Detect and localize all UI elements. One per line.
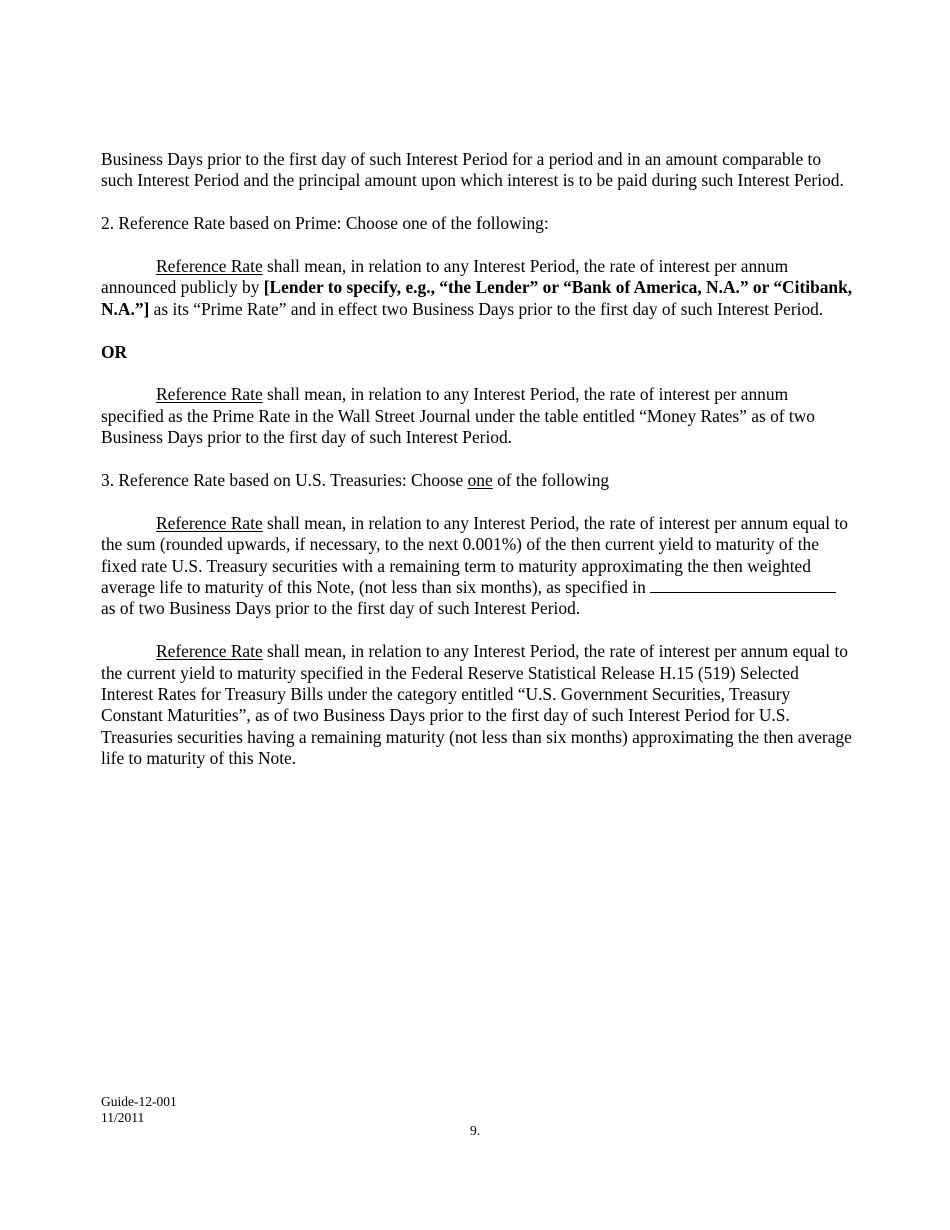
guide-id: Guide-12-001 — [101, 1094, 177, 1109]
treasury-option-1-paragraph: Reference Rate shall mean, in relation to any Interest Period, the rate of interest per annum equal to the sum (rounded upwards, if necessary, to the next 0.001%) of the then current yield to maturity of the fixed rate U.S. Treasury securities with a remaining term to maturity approximating the then weighted average life to maturity of this Note, (not less than six months), as specified in as of two Business Days prior to the first day of such Interest Period. — [101, 512, 848, 619]
prime-option-2-paragraph: Reference Rate shall mean, in relation to any Interest Period, the rate of interest per annum specified as the Prime Rate in the Wall Street Journal under the table entitled “Money Rates” as of two Business Days prior to the first day of such Interest Period. — [101, 384, 815, 448]
document-body — [101, 149, 853, 791]
prime-option-1-paragraph: Reference Rate shall mean, in relation to any Interest Period, the rate of interest per annum announced publicly by [Lender to specify, e.g., “the Lender” or “Bank of America, N.A.” or “Citibank, N.A.”] as its “Prime Rate” and in effect two Business Days prior to the first day of such Interest Period. — [101, 256, 853, 319]
lender-placeholder: [Lender to specify, e.g., “the Lender” or “Bank of America, N.A.” or “Citibank, N.A.”] — [101, 277, 853, 319]
continuation-text: Business Days prior to the first day of such Interest Period for a period and in an amount comparable to such Interest Period and the principal amount upon which interest is to be paid during such Interest Period. — [101, 149, 844, 191]
page-number: 9. — [469, 1123, 481, 1138]
defined-term: Reference Rate — [156, 512, 263, 533]
treasury-option-2-paragraph: Reference Rate shall mean, in relation to any Interest Period, the rate of interest per annum equal to the current yield to maturity specified in the Federal Reserve Statistical Release H.15 (519) Selected Interest Rates for Treasury Bills under the category entitled “U.S. Government Securities, Treasury Constant Maturities”, as of two Business Days prior to the first day of such Interest Period for U.S. Treasuries securities having a remaining maturity (not less than six months) approximating the then average life to maturity of this Note. — [101, 641, 852, 769]
section-2-heading: 2. Reference Rate based on Prime: Choose one of the following: — [101, 213, 549, 234]
defined-term: Reference Rate — [156, 384, 263, 405]
fill-in-blank[interactable] — [650, 577, 836, 593]
section-3-heading: 3. Reference Rate based on U.S. Treasuries: Choose one of the following — [101, 470, 610, 491]
footer-guide-info — [101, 1094, 177, 1126]
defined-term: Reference Rate — [156, 256, 263, 276]
continuation-paragraph — [101, 149, 853, 192]
or-separator: OR — [101, 341, 128, 362]
guide-date: 11/2011 — [101, 1110, 145, 1125]
defined-term: Reference Rate — [156, 641, 263, 662]
